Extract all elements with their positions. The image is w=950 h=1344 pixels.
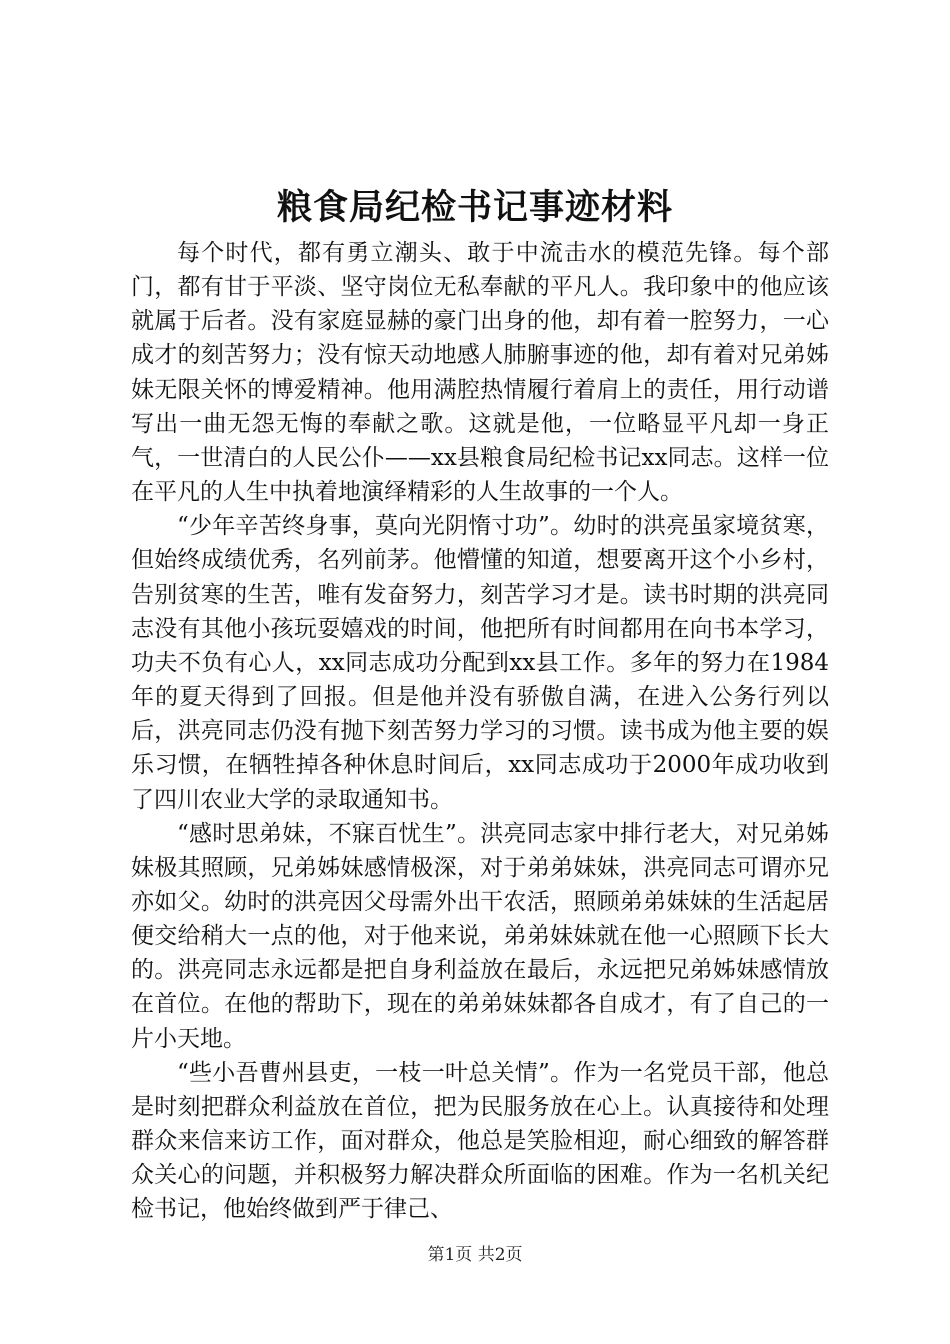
document-title: 粮食局纪检书记事迹材料 [276,187,673,228]
paragraph-3: “感时思弟妹，不寐百忧生”。洪亮同志家中排行老大，对兄弟姊妹极其照顾，兄弟姊妹感情极深，对于弟弟妹妹，洪亮同志可谓亦兄亦如父。幼时的洪亮因父母需外出干农活，照顾弟弟妹妹的生活起居便交给稍大一点的他，对于他来说，弟弟妹妹就在他一心照顾下长大的。洪亮同志永远都是把自身利益放在最后，永远把兄弟姊妹感情放在首位。在他的帮助下，现在的弟弟妹妹都各自成才，有了自己的一片小天地。 [131,820,829,1052]
page-number-footer: 第1页 共2页 [427,1245,523,1265]
document-body [131,236,829,1227]
paragraph-4: “些小吾曹州县吏，一枝一叶总关情”。作为一名党员干部，他总是时刻把群众利益放在首位，把为民服务放在心上。认真接待和处理群众来信来访工作，面对群众，他总是笑脸相迎，耐心细致的解答群众关心的问题，并积极努力解决群众所面临的困难。作为一名机关纪检书记，他始终做到严于律己、 [131,1059,829,1223]
paragraph-2: “少年辛苦终身事，莫向光阴惰寸功”。幼时的洪亮虽家境贫寒，但始终成绩优秀，名列前茅。他懵懂的知道，想要离开这个小乡村，告别贫寒的生苦，唯有发奋努力，刻苦学习才是。读书时期的洪亮同志没有其他小孩玩耍嬉戏的时间，他把所有时间都用在向书本学习，功夫不负有心人，xx同志成功分配到xx县工作。多年的努力在1984年的夏天得到了回报。但是他并没有骄傲自满，在进入公务行列以后，洪亮同志仍没有抛下刻苦努力学习的习惯。读书成为他主要的娱乐习惯，在牺牲掉各种休息时间后，xx同志成功于2000年成功收到了四川农业大学的录取通知书。 [131,513,829,813]
paragraph-1: 每个时代，都有勇立潮头、敢于中流击水的模范先锋。每个部门，都有甘于平淡、坚守岗位无私奉献的平凡人。我印象中的他应该就属于后者。没有家庭显赫的豪门出身的他，却有着一腔努力，一心成才的刻苦努力；没有惊天动地感人肺腑事迹的他，却有着对兄弟姊妹无限关怀的博爱精神。他用满腔热情履行着肩上的责任，用行动谱写出一曲无怨无悔的奉献之歌。这就是他，一位略显平凡却一身正气，一世清白的人民公仆——xx县粮食局纪检书记xx同志。这样一位在平凡的人生中执着地演绎精彩的人生故事的一个人。 [131,240,829,506]
